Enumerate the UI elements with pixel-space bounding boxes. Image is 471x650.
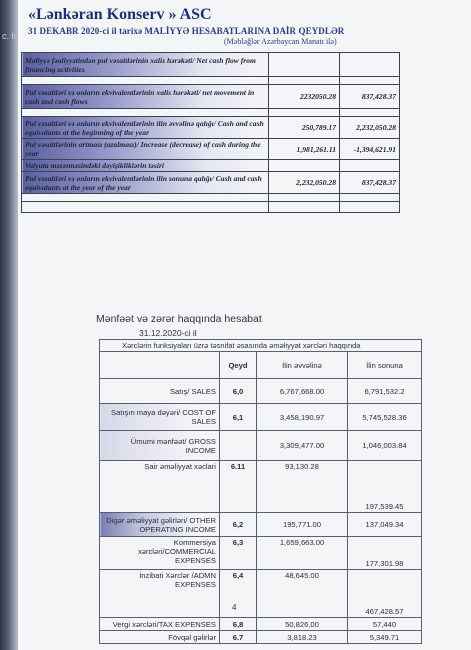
row-end: 5,349.71 [348,631,422,644]
cash-flow-table [21,52,400,213]
cash-flow-value-end: 837,428.37 [340,172,400,194]
cash-flow-row [22,172,400,194]
cash-flow-spacer [22,194,400,202]
cash-flow-row [22,160,400,172]
row-label: Vergi xərcləri/TAX EXPENSES [100,618,220,631]
cash-flow-row [22,53,400,77]
cash-flow-spacer [22,109,400,117]
row-begin: 48,645.00 [257,570,348,618]
table-row [100,631,422,644]
row-begin: 93,130.28 [257,461,348,513]
binder-mark: c. lı [2,31,17,41]
header-empty-cell [100,352,220,379]
table-row [100,379,422,404]
row-end: 197,539.45 [348,461,422,513]
row-note: 6.7 [220,631,257,644]
report-subtitle: 31 DEKABR 2020-ci il tarixə MALİYYƏ HESABATLARINA DAİR QEYDLƏR [28,26,345,36]
row-begin: 3,458,190.97 [257,404,348,431]
row-end: 137,049.34 [348,513,422,537]
profit-loss-date: 31.12.2020-ci il [139,328,197,338]
row-end: 467,428.57 [348,570,422,618]
table-row [100,461,422,513]
row-begin: 3,818.23 [257,631,348,644]
currency-note: (Məbləğlər Azərbaycan Manatı ilə) [224,37,337,46]
row-end: 177,301.98 [348,537,422,570]
row-label: Satış/ SALES [100,379,220,404]
row-end: 6,791,532.2 [348,379,422,404]
row-begin: 3,309,477.00 [257,431,348,461]
cash-flow-label: Pul vəsaitləri və onların ekvivalentlərinin ilin əvvəlinə qalığı/ Cash and cash equivalants at the beginning of the year [22,117,269,139]
cash-flow-value-end [340,160,400,172]
cash-flow-label: Valyuta məzənnəsindəki dəyişikliklərin təsiri [22,160,269,172]
row-begin: 50,826.00 [257,618,348,631]
cash-flow-label: Pul vəsaitləri və onların ekvivalentlərinin xalis hərəkəti/ net movement in cash and cash flows [22,85,269,109]
profit-loss-table [99,351,422,644]
row-begin: 6,767,668.00 [257,379,348,404]
cash-flow-value-begin: 1,981,261.11 [269,139,340,160]
row-end: 5,745,528.36 [348,404,422,431]
cash-flow-value-begin [269,160,340,172]
table-row [100,513,422,537]
binder-edge [0,0,18,650]
cash-flow-value-end: 2,232,050.28 [340,117,400,139]
row-label: Fövqəl gəlirlər [100,631,220,644]
header-end: İlin sonuna [348,352,422,379]
cash-flow-value-begin [269,53,340,77]
cash-flow-row [22,85,400,109]
company-title: «Lənkəran Konserv » ASC [28,6,212,23]
cash-flow-value-begin: 250,789.17 [269,117,340,139]
table-row [100,618,422,631]
row-begin: 195,771.00 [257,513,348,537]
cash-flow-value-end: -1,394,621.91 [340,139,400,160]
row-label: Ümumi mənfəət/ GROSS INCOME [100,431,220,461]
row-end: 1,046,003.84 [348,431,422,461]
row-note: 6,0 [220,379,257,404]
row-label: Sair əməliyyat xəclari [100,461,220,513]
row-begin: 1,659,663.00 [257,537,348,570]
header-note: Qeyd [220,352,257,379]
row-note: 6,3 [220,537,257,570]
cash-flow-row [22,139,400,160]
header-begin: İlin əvvəlinə [257,352,348,379]
page-number: 4 [232,603,237,612]
row-end: 57,440 [348,618,422,631]
table-row [100,570,422,618]
table-row [100,537,422,570]
table-row [100,431,422,461]
row-label: Digər əməliyyat gəlirləri/ OTHER OPERATING INCOME [100,513,220,537]
table-header-row [100,352,422,379]
row-note: 6,4 [220,570,257,618]
row-label: İnzibati Xərclər /ADMN EXPENSES [100,570,220,618]
cash-flow-spacer [22,77,400,85]
profit-loss-caption: Xərclərin funksiyaları üzrə təsnifat əsasında əməliyyat xərcləri haqqında [99,339,422,351]
cash-flow-label: Pul vəsaitləri və onların ekvivalentlərinin ilin sonuna qalığı/ Cash and cash equivalants at the year of the year [22,172,269,194]
row-note: 6.11 [220,461,257,513]
cash-flow-row [22,117,400,139]
table-row [100,404,422,431]
row-note: 6,2 [220,513,257,537]
cash-flow-spacer [22,202,400,213]
profit-loss-title: Mənfəət və zərər haqqında hesabat [96,313,262,325]
row-note: 6,8 [220,618,257,631]
cash-flow-label: Pul vəsaitlərinin artması (azalması)/ Increase (decrease) of cash during the year [22,139,269,160]
document-page [18,0,471,650]
cash-flow-value-end [340,53,400,77]
row-label: Satışın maya dəyəri/ COST OF SALES [100,404,220,431]
cash-flow-value-begin: 2232050.28 [269,85,340,109]
cash-flow-label: Maliyyə fəaliyyətindən pul vəsaitlərinin xalis hərəkəti/ Net cash flow from financing activities [22,53,269,77]
row-note: 6,1 [220,404,257,431]
cash-flow-value-end: 837,428.37 [340,85,400,109]
row-label: Kommersiya xərcləri/COMMERCIAL EXPENSES [100,537,220,570]
row-note [220,431,257,461]
cash-flow-value-begin: 2,232,050.28 [269,172,340,194]
